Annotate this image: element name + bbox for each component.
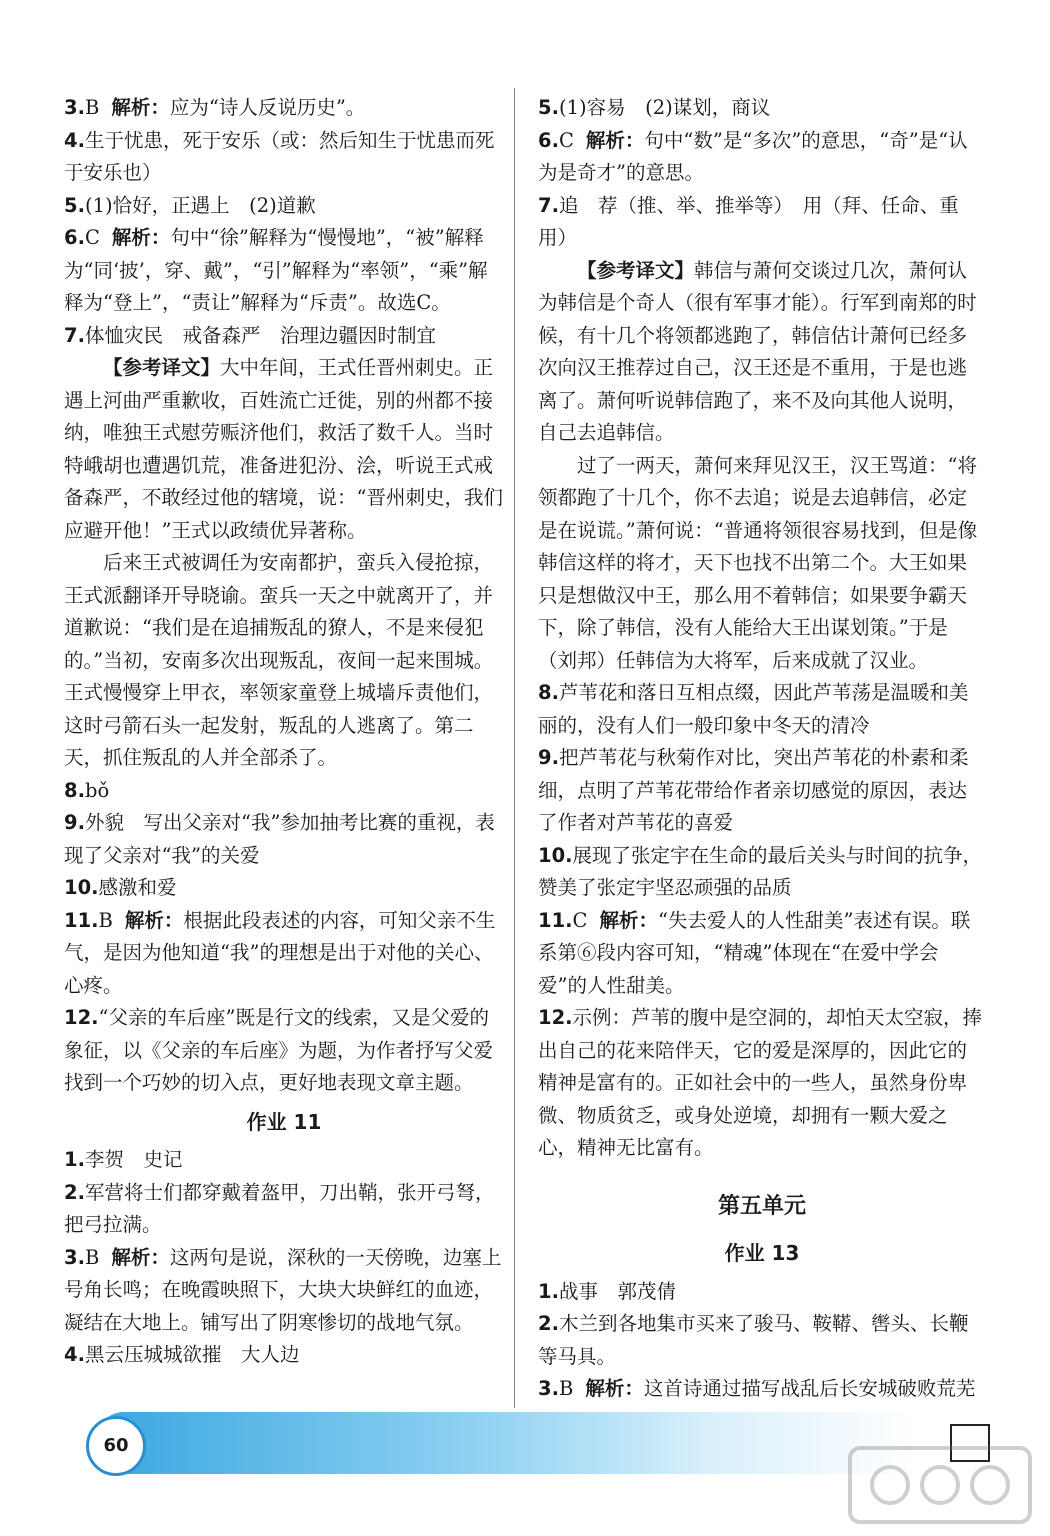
answer-item: 12.“父亲的车后座”既是行文的线索，又是父爱的象征，以《父亲的车后座》为题，为作者抒写父爱找到一个巧妙的切入点，更好地表现文章主题。 (64, 1006, 494, 1094)
answer-item: 8.bǒ (64, 778, 110, 802)
answer-item: 10.感激和爱 (64, 876, 177, 899)
answer-item: 5.(1)容易 (2)谋划，商议 (538, 96, 771, 119)
answer-item: 2.军营将士们都穿戴着盔甲，刀出鞘，张开弓弩，把弓拉满。 (64, 1180, 495, 1236)
answer-item: 1.李贺 史记 (64, 1148, 183, 1171)
answer-item: 4.生于忧患，死于安乐（或：然后知生于忧患而死于安乐也） (64, 128, 495, 184)
reference-translation: 【参考译文】韩信与萧何交谈过几次，萧何认为韩信是个奇人（很有军事才能）。行军到南郑的时候，有十几个将领都逃跑了，韩信估计萧何已经多次向汉王推荐过自己，汉王还是不重用，于是也逃离了。萧何听说韩信跑了，来不及向其他人说明，自己去追韩信。 (538, 258, 977, 444)
reference-translation: 【参考译文】大中年间，王式任晋州刺史。正遇上河曲严重歉收，百姓流亡迁徙，别的州都不接纳，唯独王式慰劳赈济他们，救活了数千人。当时特峨胡也遭遇饥荒，准备进犯汾、浍，听说王式戒备森严，不敢经过他的辖境，说：“晋州刺史，我们应避开他！”王式以政绩优异著称。 (64, 356, 503, 542)
answer-item: 2.木兰到各地集市买来了骏马、鞍鞯、辔头、长鞭等马具。 (538, 1312, 969, 1368)
answer-item: 6.C 解析：句中“徐”解释为“慢慢地”，“被”解释为“同‘披’，穿、戴”，“引”解释为“率领”，“乘”解释为“登上”，“责让”解释为“斥责”。故选C。 (64, 226, 488, 314)
column-divider (514, 88, 515, 1408)
section-heading: 作业 13 (724, 1241, 800, 1265)
unit-heading: 第五单元 (717, 1193, 806, 1219)
right-column (538, 92, 986, 1406)
answer-item: 3.B 解析：这两句是说，深秋的一天傍晚，边塞上号角长鸣；在晚霞映照下，大块大块鲜红的血迹，凝结在大地上。铺写出了阴寒惨切的战地气氛。 (64, 1245, 502, 1334)
answer-item: 12.示例：芦苇的腹中是空洞的，却怕天太空寂，捧出自己的花来陪伴天，它的爱是深厚的，因此它的精神是富有的。正如社会中的一些人，虽然身份卑微、物质贫乏，或身处逆境，却拥有一颗大爱之心，精神无比富有。 (538, 1006, 983, 1159)
footer-bar (96, 1412, 916, 1474)
section-heading: 作业 11 (246, 1109, 322, 1134)
answer-item: 8.芦苇花和落日互相点缀，因此芦苇荡是温暖和美丽的，没有人们一般印象中冬天的清冷 (538, 681, 969, 737)
answer-item: 7.追 荐（推、举、推举等） 用（拜、任命、重用） (538, 193, 959, 249)
answer-item: 4.黑云压城城欲摧 大人边 (64, 1343, 300, 1366)
answer-item: 10.展现了张定宇在生命的最后关头与时间的抗争，赞美了张定宇坚忍顽强的品质 (538, 843, 983, 899)
answer-item: 11.B 解析：根据此段表述的内容，可知父亲不生气，是因为他知道“我”的理想是出于对他的关心、心疼。 (64, 908, 496, 997)
watermark-logo (840, 1440, 1040, 1530)
answer-item: 5.(1)恰好，正遇上 (2)道歉 (64, 193, 316, 217)
answer-item: 3.B 解析：应为“诗人反说历史”。 (64, 96, 366, 119)
reference-translation-p2: 过了一两天，萧何来拜见汉王，汉王骂道：“将领都跑了十几个，你不去追；说是去追韩信，必定是在说谎。”萧何说：“普通将领很容易找到，但是像韩信这样的将才，天下也找不出第二个。大王如果只是想做汉中王，那么用不着韩信；如果要争霸天下，除了韩信，没有人能给大王出谋划策。”于是（刘邦）任韩信为大将军，后来成就了汉业。 (538, 453, 978, 672)
answer-item: 11.C 解析：“失去爱人的人性甜美”表述有误。联系第⑥段内容可知，“精魂”体现在“在爱中学会爱”的人性甜美。 (538, 908, 971, 997)
left-column (64, 92, 504, 1372)
answer-item: 7.体恤灾民 戒备森严 治理边疆因时制宜 (64, 323, 436, 347)
answer-item: 9.把芦苇花与秋菊作对比，突出芦苇花的朴素和柔细，点明了芦苇花带给作者亲切感觉的原因，表达了作者对芦苇花的喜爱 (538, 746, 969, 834)
answer-item: 1.战事 郭茂倩 (538, 1279, 676, 1303)
reference-translation-p2: 后来王式被调任为安南都护，蛮兵入侵抢掠，王式派翻译开导晓谕。蛮兵一天之中就离开了，并道歉说：“我们是在追捕叛乱的獠人，不是来侵犯的。”当初，安南多次出现叛乱，夜间一起来围城。王式慢慢穿上甲衣，率领家童登上城墙斥责他们，这时弓箭石头一起发射，叛乱的人逃离了。第二天，抓住叛乱的人并全部杀了。 (64, 551, 494, 769)
page-number: 60 (86, 1416, 146, 1476)
answer-item: 6.C 解析：句中“数”是“多次”的意思，“奇”是“认为是奇才”的意思。 (538, 128, 968, 184)
answer-item: 9.外貌 写出父亲对“我”参加抽考比赛的重视，表现了父亲对“我”的关爱 (64, 811, 495, 867)
answer-item: 3.B 解析：这首诗通过描写战乱后长安城破败荒芜 (538, 1377, 976, 1400)
